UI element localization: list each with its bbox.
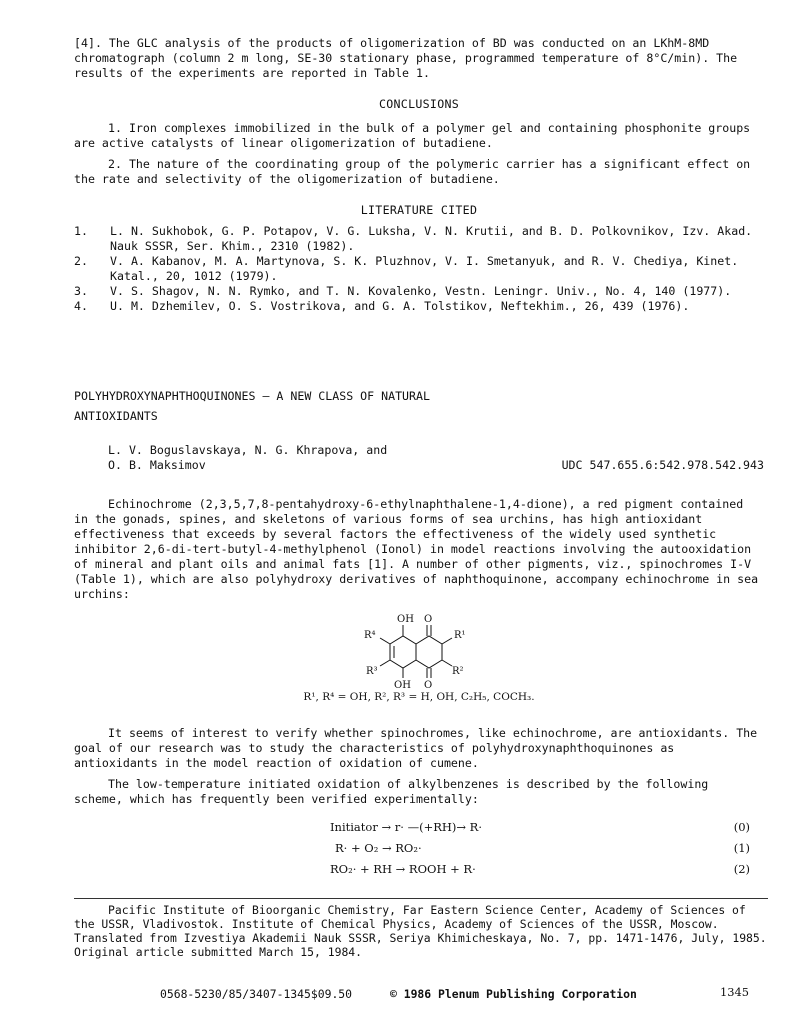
- reference-item: [74, 254, 764, 284]
- intro-paragraph: [4]. The GLC analysis of the products of oligomerization of BD was conducted on an LKhM-8MD chromatograph (column 2 m long, SE-30 stationary phase, programmed temperature of 8°C/min). The results of the experiments are reported in Table 1.: [74, 36, 738, 80]
- copyright-notice: © 1986 Plenum Publishing Corporation: [390, 987, 637, 1001]
- article-title-line-1: POLYHYDROXYNAPHTHOQUINONES — A NEW CLASS OF NATURAL: [74, 389, 430, 403]
- reference-item: [74, 284, 764, 299]
- reference-text: V. S. Shagov, N. N. Rymko, and T. N. Kovalenko, Vestn. Leningr. Univ., No. 4, 140 (1977).: [110, 284, 732, 298]
- reference-number: 4.: [74, 299, 88, 313]
- conclusion-item-2: 2. The nature of the coordinating group of the polymeric carrier has a significant effect on the rate and selectivity of the oligomerization of butadiene.: [74, 157, 751, 186]
- reference-number: 3.: [74, 284, 88, 298]
- naphthoquinone-structure: [290, 610, 540, 702]
- structure-diagram: [290, 610, 540, 702]
- footnote-divider: [74, 898, 768, 899]
- body-paragraph-1: Echinochrome (2,3,5,7,8-pentahydroxy-6-ethylnaphthalene-1,4-dione), a red pigment contained in the gonads, spines, and skeletons of various forms of sea urchins, has high antioxidant effectiveness that exceeds by several factors the effectiveness of the widely used synthetic inhibitor 2,6-di-tert-butyl-4-methylphenol (Ionol) in model reactions involving the autooxidation of mineral and plant oils and animal fats [1]. A number of other pigments, viz., spinochromes I-V (Table 1), which are also polyhydroxy derivatives of naphthoquinone, accompany echinochrome in sea urchins:: [74, 497, 759, 601]
- reference-list: [74, 224, 764, 314]
- label-r4: R⁴: [364, 630, 376, 641]
- label-r3: R³: [366, 666, 378, 677]
- equation-row: [330, 862, 750, 883]
- label-oh-bottom: OH: [394, 680, 411, 691]
- body-paragraph-3: The low-temperature initiated oxidation of alkylbenzenes is described by the following scheme, which has frequently been verified experimentally:: [74, 777, 709, 806]
- reference-text: V. A. Kabanov, M. A. Martynova, S. K. Pluzhnov, V. I. Smetanyuk, and R. V. Chediya, Kinet. Katal., 20, 1012 (1979).: [110, 254, 739, 283]
- r-group-definitions: R¹, R⁴ = OH, R², R³ = H, OH, C₂H₅, COCH₃.: [303, 691, 535, 703]
- literature-heading: LITERATURE CITED: [360, 203, 478, 217]
- authors-line-2: O. B. Maksimov: [108, 458, 206, 472]
- reference-number: 2.: [74, 254, 88, 268]
- label-o-top: O: [424, 614, 433, 625]
- authors-line-1: L. V. Boguslavskaya, N. G. Khrapova, and: [108, 443, 388, 457]
- equation-number: (2): [733, 862, 750, 876]
- bond-r1: [442, 638, 452, 644]
- reference-text: L. N. Sukhobok, G. P. Potapov, V. G. Luksha, V. N. Krutii, and B. D. Polkovnikov, Izv. Akad. Nauk SSSR, Ser. Khim., 2310 (1982).: [110, 224, 753, 253]
- authors-block: [108, 443, 764, 473]
- equation-expression: R· + O₂ → RO₂·: [335, 841, 422, 855]
- label-r2: R²: [452, 666, 464, 677]
- equation-expression: Initiator → r· —(+RH)→ R·: [330, 820, 482, 834]
- equation-expression: RO₂· + RH → ROOH + R·: [330, 862, 476, 876]
- body-paragraph-2: It seems of interest to verify whether spinochromes, like echinochrome, are antioxidants. The goal of our research was to study the characteristics of polyhydroxynaphthoquinones as antioxidants in the model reaction of oxidation of cumene.: [74, 726, 758, 770]
- equation-number: (0): [733, 820, 750, 834]
- reference-item: [74, 299, 764, 314]
- reference-number: 1.: [74, 224, 88, 238]
- article-title-line-2: ANTIOXIDANTS: [74, 409, 158, 423]
- conclusion-item-1: 1. Iron complexes immobilized in the bulk of a polymer gel and containing phosphonite groups are active catalysts of linear oligomerization of butadiene.: [74, 121, 751, 150]
- issn-code: 0568-5230/85/3407-1345$09.50: [160, 987, 353, 1001]
- label-o-bottom: O: [424, 680, 433, 691]
- udc-code: UDC 547.655.6:542.978.542.943: [561, 458, 764, 472]
- label-r1: R¹: [454, 630, 466, 641]
- equation-number: (1): [733, 841, 750, 855]
- equation-row: [330, 841, 750, 862]
- ring-right: [416, 636, 442, 668]
- bond-r4: [380, 638, 390, 644]
- reaction-scheme: [330, 820, 750, 883]
- label-oh-top: OH: [397, 614, 414, 625]
- page-number: 1345: [720, 985, 749, 999]
- equation-row: [330, 820, 750, 841]
- conclusions-heading: CONCLUSIONS: [378, 97, 460, 111]
- bond-r2: [442, 660, 452, 666]
- footnote: Pacific Institute of Bioorganic Chemistry, Far Eastern Science Center, Academy of Sciences of the USSR, Vladivostok. Institute of Chemical Physics, Academy of Sciences of the USSR, Moscow. Translated from Izvestiya Akademii Nauk SSSR, Seriya Khimicheskaya, No. 7, pp. 1471-1476, July, 1985. Original article submitted March 15, 1984.: [74, 903, 767, 959]
- reference-item: [74, 224, 764, 254]
- bond-r3: [380, 660, 390, 666]
- reference-text: U. M. Dzhemilev, O. S. Vostrikova, and G. A. Tolstikov, Neftekhim., 26, 439 (1976).: [110, 299, 690, 313]
